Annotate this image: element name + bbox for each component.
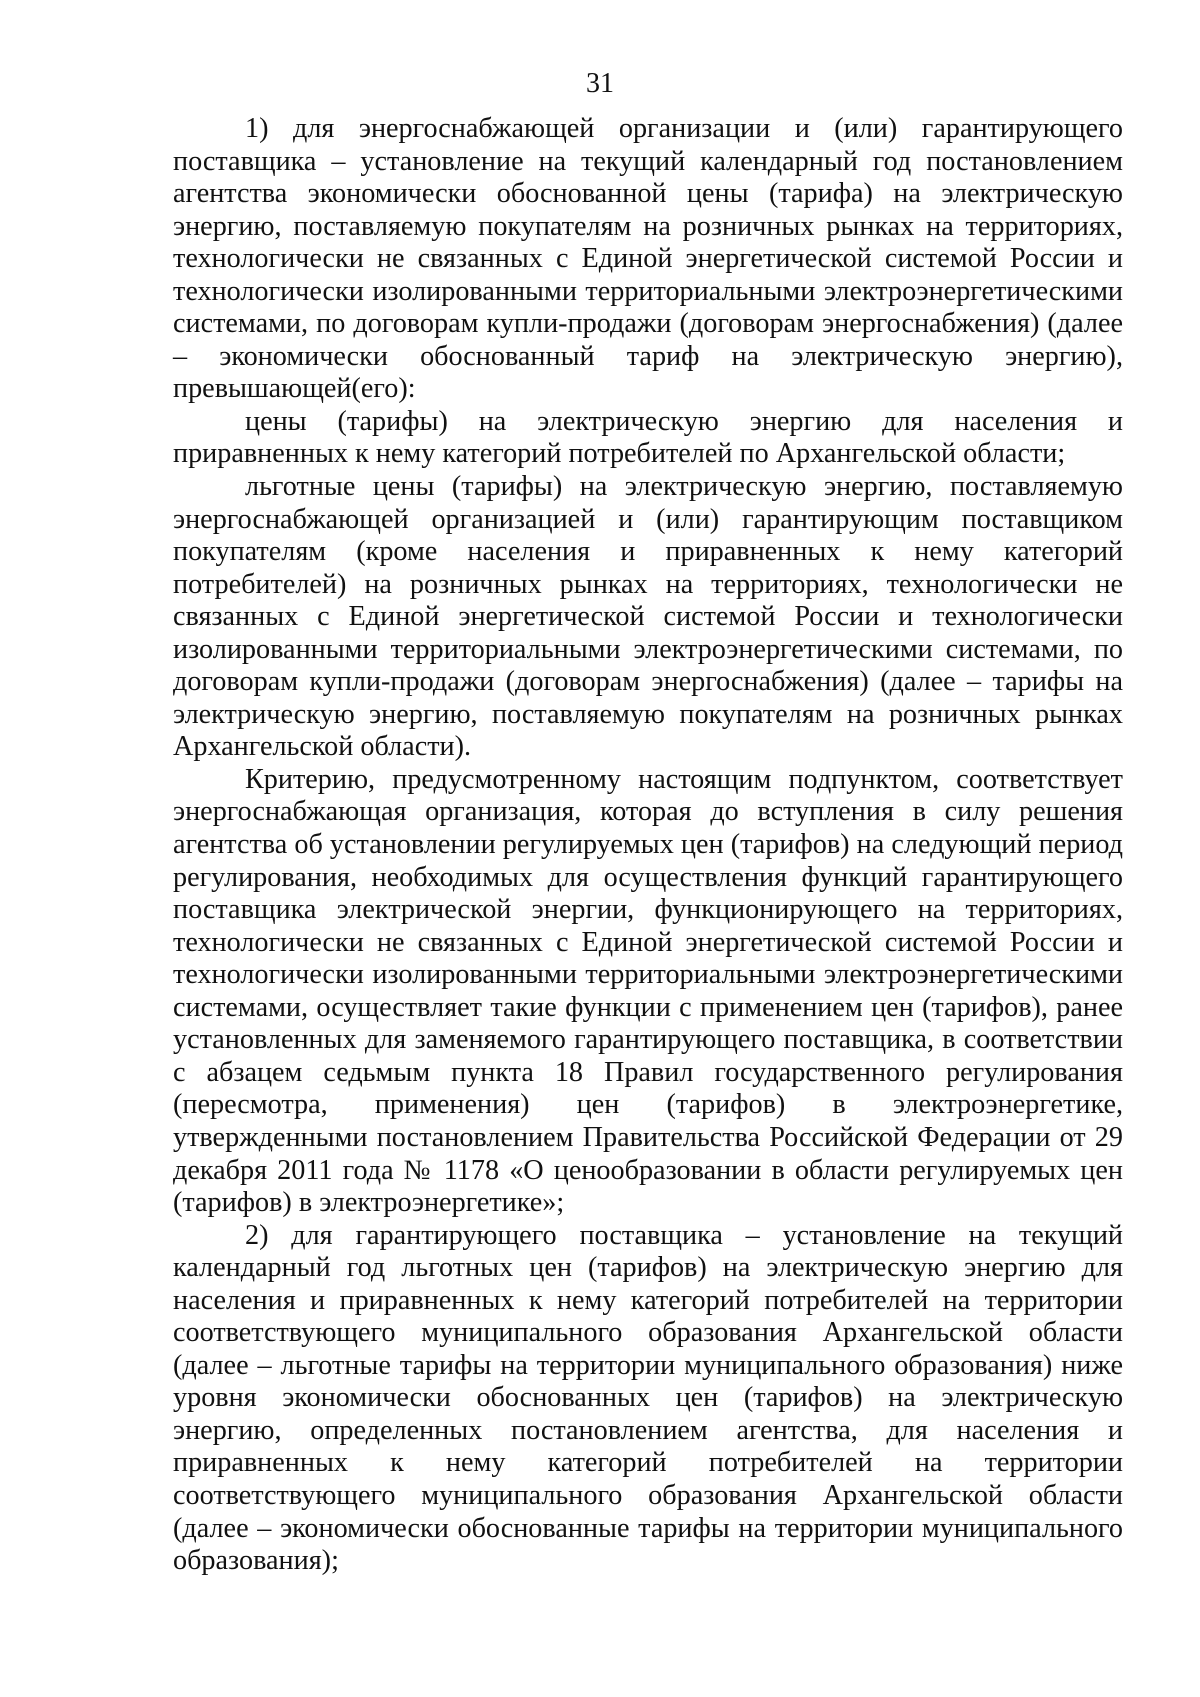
paragraph-criterion: Критерию, предусмотренному настоящим подпунктом, соответствует энергоснабжающая организация, которая до вступления в силу решения агентства об установлении регулируемых цен (тарифов) на следующий период регулирования, необходимых для осуществления функций гарантирующего поставщика электрической энергии, функционирующего на территориях, технологически не связанных с Единой энергетической системой России и технологически изолированными территориальными электроэнергетическими системами, осуществляет такие функции с применением цен (тарифов), ранее установленных для заменяемого гарантирующего поставщика, в соответствии с абзацем седьмым пункта 18 Правил государственного регулирования (пересмотра, применения) цен (тарифов) в электроэнергетике, утвержденными постановлением Правительства Российской Федерации от 29 декабря 2011 года № 1178 «О ценообразовании в области регулируемых цен (тарифов) в электроэнергетике»;	[173, 763, 1123, 1219]
paragraph-subitem-2: 2) для гарантирующего поставщика – установление на текущий календарный год льготных цен (тарифов) на электрическую энергию для населения и приравненных к нему категорий потребителей на территории соответствующего муниципального образования Архангельской области (далее – льготные тарифы на территории муниципального образования) ниже уровня экономически обоснованных цен (тарифов) на электрическую энергию, определенных постановлением агентства, для населения и приравненных к нему категорий потребителей на территории соответствующего муниципального образования Архангельской области (далее – экономически обоснованные тарифы на территории муниципального образования);	[173, 1219, 1123, 1577]
paragraph-population-tariffs: цены (тарифы) на электрическую энергию для населения и приравненных к нему категорий потребителей по Архангельской области;	[173, 405, 1123, 470]
document-body	[173, 113, 1123, 1578]
paragraph-preferential-tariffs: льготные цены (тарифы) на электрическую энергию, поставляемую энергоснабжающей организацией и (или) гарантирующим поставщиком покупателям (кроме населения и приравненных к нему категорий потребителей) на розничных рынках на территориях, технологически не связанных с Единой энергетической системой России и технологически изолированными территориальными электроэнергетическими системами, по договорам купли-продажи (договорам энергоснабжения) (далее – тарифы на электрическую энергию, поставляемую покупателям на розничных рынках Архангельской области).	[173, 471, 1123, 763]
page-number: 31	[586, 68, 614, 99]
paragraph-subitem-1: 1) для энергоснабжающей организации и (или) гарантирующего поставщика – установление на текущий календарный год постановлением агентства экономически обоснованной цены (тарифа) на электрическую энергию, поставляемую покупателям на розничных рынках на территориях, технологически не связанных с Единой энергетической системой России и технологически изолированными территориальными электроэнергетическими системами, по договорам купли-продажи (договорам энергоснабжения) (далее – экономически обоснованный тариф на электрическую энергию), превышающей(его):	[173, 113, 1123, 405]
